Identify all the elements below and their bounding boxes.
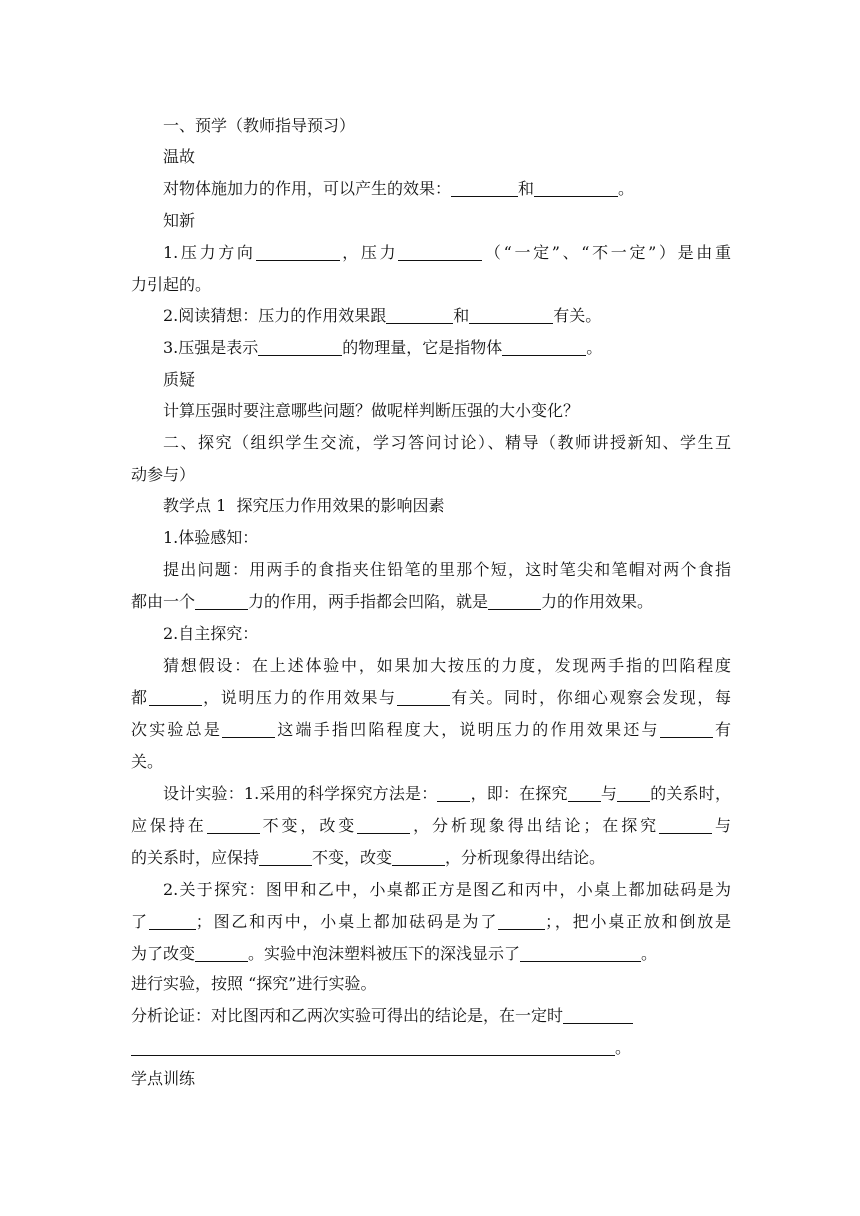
review-question: 对物体施加力的作用，可以产生的效果： 和 。 (163, 179, 635, 198)
question-3: 3.压强是表示 的物理量，它是指物体 。 (163, 338, 603, 357)
answer-blank[interactable] (469, 305, 553, 324)
answer-blank[interactable] (563, 1005, 633, 1024)
answer-blank[interactable] (617, 783, 650, 802)
section2-heading-line-2: 动参与） (131, 465, 196, 484)
answer-blank[interactable] (451, 178, 518, 197)
answer-blank[interactable] (222, 719, 275, 738)
guess-line-2: 都 ，说明压力的作用效果与 有关。同时，你细心观察会发现，每 (131, 688, 731, 707)
answer-blank[interactable] (207, 815, 260, 834)
experience-line-2: 都由一个 力的作用，两手指都会凹陷，就是 力的作用效果。 (131, 592, 654, 611)
answer-blank[interactable] (256, 242, 340, 261)
answer-blank[interactable] (386, 305, 453, 324)
doubt-label: 质疑 (163, 370, 196, 389)
about-line-2: 了 ；图乙和丙中，小桌上都加砝码是为了 ；，把小桌正放和倒放是 (131, 912, 731, 931)
section1-heading: 一、预学（教师指导预习） (163, 116, 356, 135)
question-1-line-1: 1.压力方向 ，压力 （“一定”、“不一定”）是由重 (163, 243, 731, 262)
experience-label: 1.体验感知： (163, 528, 259, 547)
self-explore-label: 2.自主探究： (163, 624, 259, 643)
new-knowledge-label: 知新 (163, 211, 196, 230)
answer-blank[interactable] (534, 178, 618, 197)
training-label: 学点训练 (131, 1069, 196, 1088)
review-label: 温故 (163, 147, 196, 166)
do-experiment: 进行实验，按照 “探究”进行实验。 (131, 974, 377, 993)
design-line-3: 的关系时，应保持 不变，改变 ，分析现象得出结论。 (131, 848, 606, 867)
teaching-point-title: 教学点 1 探究压力作用效果的影响因素 (163, 496, 445, 515)
answer-blank[interactable] (259, 847, 312, 866)
answer-blank[interactable] (258, 337, 342, 356)
design-line-2: 应保持在 不变，改变 ，分析现象得出结论；在探究 与 (131, 816, 731, 835)
answer-blank[interactable] (502, 337, 586, 356)
answer-blank[interactable] (488, 591, 541, 610)
answer-blank[interactable] (660, 719, 713, 738)
about-line-1: 2.关于探究：图甲和乙中，小桌都正方是图乙和丙中，小桌上都加砝码是为 (163, 880, 731, 899)
guess-line-4: 关。 (131, 752, 164, 771)
answer-blank[interactable] (195, 591, 248, 610)
about-line-3: 为了改变 。实验中泡沫塑料被压下的深浅显示了 。 (131, 944, 658, 963)
analysis-line-2: 。 (131, 1032, 731, 1064)
answer-blank[interactable] (398, 242, 482, 261)
answer-blank[interactable] (437, 783, 470, 802)
question-2: 2.阅读猜想：压力的作用效果跟 和 有关。 (163, 306, 602, 325)
answer-blank[interactable] (498, 911, 545, 930)
answer-blank[interactable] (568, 783, 601, 802)
section2-heading-line-1: 二、探究（组织学生交流，学习答问讨论）、精导（教师讲授新知、学生互 (163, 433, 731, 452)
analysis-line-1: 分析论证：对比图丙和乙两次实验可得出的结论是，在一定时 (131, 1000, 731, 1032)
design-line-1: 设计实验：1.采用的科学探究方法是： ，即：在探究 与 的关系时， (163, 784, 731, 803)
answer-blank[interactable] (149, 911, 196, 930)
guess-line-3: 次实验总是 这端手指凹陷程度大，说明压力的作用效果还与 有 (131, 720, 731, 739)
answer-blank[interactable] (659, 815, 712, 834)
doubt-text: 计算压强时要注意哪些问题？做呢样判断压强的大小变化？ (163, 401, 580, 420)
answer-blank[interactable] (357, 815, 410, 834)
answer-blank[interactable] (392, 847, 445, 866)
answer-blank[interactable] (397, 687, 450, 706)
guess-line-1: 猜想假设：在上述体验中，如果加大按压的力度，发现两手指的凹陷程度 (163, 656, 731, 675)
answer-blank[interactable] (195, 943, 248, 962)
answer-blank[interactable] (149, 687, 202, 706)
answer-blank[interactable] (520, 943, 641, 962)
answer-blank[interactable] (131, 1037, 615, 1056)
question-1-line-2: 力引起的。 (131, 275, 212, 294)
experience-line-1: 提出问题：用两手的食指夹住铅笔的里那个短，这时笔尖和笔帽对两个食指 (163, 560, 731, 579)
